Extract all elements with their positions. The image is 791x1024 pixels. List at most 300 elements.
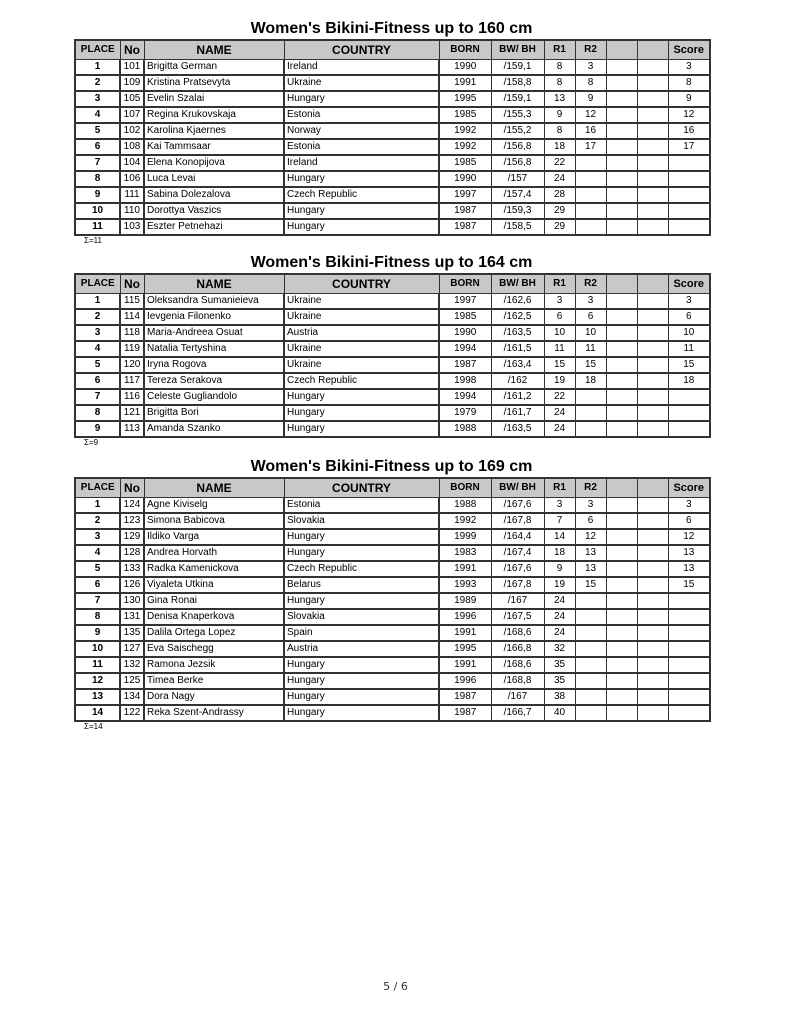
cell-no: 113 bbox=[120, 421, 144, 437]
cell-extra-2 bbox=[637, 187, 668, 203]
cell-place: 14 bbox=[75, 705, 120, 721]
cell-r1: 24 bbox=[544, 593, 575, 609]
cell-country: Ukraine bbox=[284, 341, 439, 357]
table-row bbox=[75, 421, 710, 437]
cell-born: 1994 bbox=[439, 389, 491, 405]
cell-extra-1 bbox=[606, 389, 637, 405]
cell-country: Hungary bbox=[284, 171, 439, 187]
cell-place: 1 bbox=[75, 60, 120, 76]
cell-r2: 16 bbox=[575, 123, 606, 139]
cell-name: Dora Nagy bbox=[144, 689, 284, 705]
cell-name: Kai Tammsaar bbox=[144, 139, 284, 155]
header-country: COUNTRY bbox=[284, 478, 439, 498]
cell-country: Norway bbox=[284, 123, 439, 139]
cell-extra-1 bbox=[606, 309, 637, 325]
cell-place: 3 bbox=[75, 529, 120, 545]
cell-score: 18 bbox=[668, 373, 710, 389]
section-title: Women's Bikini-Fitness up to 164 cm bbox=[250, 254, 533, 271]
table-row bbox=[75, 561, 710, 577]
cell-extra-1 bbox=[606, 529, 637, 545]
cell-score: 6 bbox=[668, 513, 710, 529]
header-r1: R1 bbox=[544, 274, 575, 294]
cell-name: Amanda Szanko bbox=[144, 421, 284, 437]
header-bw-bh: BW/ BH bbox=[491, 274, 544, 294]
cell-bw-bh: /167,4 bbox=[491, 545, 544, 561]
cell-place: 11 bbox=[75, 219, 120, 235]
cell-bw-bh: /164,4 bbox=[491, 529, 544, 545]
cell-bw-bh: /167 bbox=[491, 689, 544, 705]
cell-name: Evelin Szalai bbox=[144, 91, 284, 107]
cell-extra-2 bbox=[637, 577, 668, 593]
cell-born: 1990 bbox=[439, 60, 491, 76]
results-table bbox=[74, 273, 711, 438]
cell-name: Elena Konopijova bbox=[144, 155, 284, 171]
cell-extra-2 bbox=[637, 123, 668, 139]
cell-name: Natalia Tertyshina bbox=[144, 341, 284, 357]
cell-extra-2 bbox=[637, 389, 668, 405]
cell-extra-1 bbox=[606, 75, 637, 91]
cell-name: Regina Krukovskaja bbox=[144, 107, 284, 123]
cell-bw-bh: /163,5 bbox=[491, 325, 544, 341]
table-row bbox=[75, 325, 710, 341]
cell-extra-2 bbox=[637, 341, 668, 357]
cell-born: 1985 bbox=[439, 155, 491, 171]
cell-place: 8 bbox=[75, 405, 120, 421]
cell-born: 1998 bbox=[439, 373, 491, 389]
cell-bw-bh: /163,4 bbox=[491, 357, 544, 373]
cell-score: 13 bbox=[668, 545, 710, 561]
cell-score bbox=[668, 155, 710, 171]
cell-r2: 6 bbox=[575, 309, 606, 325]
header-name: NAME bbox=[144, 40, 284, 60]
cell-extra-2 bbox=[637, 421, 668, 437]
cell-score: 15 bbox=[668, 357, 710, 373]
table-row bbox=[75, 529, 710, 545]
cell-born: 1987 bbox=[439, 203, 491, 219]
cell-bw-bh: /168,8 bbox=[491, 673, 544, 689]
cell-r1: 15 bbox=[544, 357, 575, 373]
cell-name: Simona Babicova bbox=[144, 513, 284, 529]
cell-no: 124 bbox=[120, 498, 144, 514]
cell-extra-2 bbox=[637, 641, 668, 657]
cell-extra-2 bbox=[637, 545, 668, 561]
cell-r2 bbox=[575, 657, 606, 673]
cell-place: 4 bbox=[75, 545, 120, 561]
cell-no: 105 bbox=[120, 91, 144, 107]
table-row bbox=[75, 625, 710, 641]
cell-name: Reka Szent-Andrassy bbox=[144, 705, 284, 721]
cell-country: Hungary bbox=[284, 689, 439, 705]
cell-no: 121 bbox=[120, 405, 144, 421]
header-born: BORN bbox=[439, 274, 491, 294]
cell-born: 1997 bbox=[439, 294, 491, 310]
cell-r1: 8 bbox=[544, 60, 575, 76]
cell-extra-1 bbox=[606, 203, 637, 219]
cell-no: 107 bbox=[120, 107, 144, 123]
cell-r1: 28 bbox=[544, 187, 575, 203]
cell-r2 bbox=[575, 187, 606, 203]
cell-extra-1 bbox=[606, 107, 637, 123]
cell-place: 2 bbox=[75, 513, 120, 529]
cell-score bbox=[668, 609, 710, 625]
cell-country: Austria bbox=[284, 325, 439, 341]
cell-no: 116 bbox=[120, 389, 144, 405]
cell-place: 9 bbox=[75, 187, 120, 203]
cell-no: 104 bbox=[120, 155, 144, 171]
competitor-count: Σ=11 bbox=[84, 236, 102, 245]
cell-name: Celeste Gugliandolo bbox=[144, 389, 284, 405]
cell-extra-1 bbox=[606, 513, 637, 529]
cell-extra-1 bbox=[606, 139, 637, 155]
cell-score: 6 bbox=[668, 309, 710, 325]
cell-place: 3 bbox=[75, 91, 120, 107]
cell-r2 bbox=[575, 593, 606, 609]
cell-r2 bbox=[575, 155, 606, 171]
cell-no: 135 bbox=[120, 625, 144, 641]
header-score: Score bbox=[668, 40, 710, 60]
cell-country: Ukraine bbox=[284, 357, 439, 373]
cell-place: 7 bbox=[75, 155, 120, 171]
cell-r1: 19 bbox=[544, 577, 575, 593]
cell-place: 8 bbox=[75, 171, 120, 187]
header-r1: R1 bbox=[544, 40, 575, 60]
cell-r1: 29 bbox=[544, 219, 575, 235]
cell-score: 3 bbox=[668, 60, 710, 76]
cell-extra-1 bbox=[606, 577, 637, 593]
cell-place: 4 bbox=[75, 341, 120, 357]
cell-extra-1 bbox=[606, 609, 637, 625]
section-up-to-164 bbox=[74, 253, 709, 448]
cell-extra-1 bbox=[606, 421, 637, 437]
cell-score: 17 bbox=[668, 139, 710, 155]
cell-r1: 24 bbox=[544, 609, 575, 625]
cell-score: 8 bbox=[668, 75, 710, 91]
cell-bw-bh: /168,6 bbox=[491, 625, 544, 641]
cell-born: 1990 bbox=[439, 325, 491, 341]
header-country: COUNTRY bbox=[284, 274, 439, 294]
header-extra-2 bbox=[637, 274, 668, 294]
cell-extra-2 bbox=[637, 203, 668, 219]
cell-bw-bh: /159,1 bbox=[491, 91, 544, 107]
cell-r1: 14 bbox=[544, 529, 575, 545]
cell-bw-bh: /155,3 bbox=[491, 107, 544, 123]
cell-r1: 24 bbox=[544, 405, 575, 421]
cell-country: Czech Republic bbox=[284, 373, 439, 389]
cell-place: 8 bbox=[75, 609, 120, 625]
cell-extra-1 bbox=[606, 123, 637, 139]
cell-score bbox=[668, 389, 710, 405]
cell-r2: 13 bbox=[575, 545, 606, 561]
cell-bw-bh: /168,6 bbox=[491, 657, 544, 673]
cell-name: Ramona Jezsik bbox=[144, 657, 284, 673]
cell-extra-2 bbox=[637, 91, 668, 107]
cell-name: Eva Saischegg bbox=[144, 641, 284, 657]
cell-r2 bbox=[575, 389, 606, 405]
cell-extra-1 bbox=[606, 498, 637, 514]
table-row bbox=[75, 155, 710, 171]
cell-country: Estonia bbox=[284, 107, 439, 123]
section-up-to-169 bbox=[74, 457, 709, 732]
header-r1: R1 bbox=[544, 478, 575, 498]
cell-bw-bh: /163,5 bbox=[491, 421, 544, 437]
cell-name: Agne Kiviselg bbox=[144, 498, 284, 514]
cell-score bbox=[668, 705, 710, 721]
cell-r1: 22 bbox=[544, 389, 575, 405]
cell-no: 115 bbox=[120, 294, 144, 310]
cell-place: 7 bbox=[75, 389, 120, 405]
cell-bw-bh: /167,8 bbox=[491, 577, 544, 593]
cell-r2: 12 bbox=[575, 107, 606, 123]
cell-no: 123 bbox=[120, 513, 144, 529]
cell-bw-bh: /156,8 bbox=[491, 155, 544, 171]
cell-extra-1 bbox=[606, 187, 637, 203]
cell-name: Viyaleta Utkina bbox=[144, 577, 284, 593]
cell-born: 1991 bbox=[439, 75, 491, 91]
cell-no: 127 bbox=[120, 641, 144, 657]
cell-country: Hungary bbox=[284, 673, 439, 689]
cell-no: 125 bbox=[120, 673, 144, 689]
cell-place: 4 bbox=[75, 107, 120, 123]
cell-r1: 8 bbox=[544, 75, 575, 91]
cell-country: Hungary bbox=[284, 91, 439, 107]
cell-r2 bbox=[575, 641, 606, 657]
cell-r1: 35 bbox=[544, 657, 575, 673]
table-row bbox=[75, 187, 710, 203]
header-r2: R2 bbox=[575, 274, 606, 294]
cell-score bbox=[668, 203, 710, 219]
cell-r2 bbox=[575, 705, 606, 721]
cell-no: 108 bbox=[120, 139, 144, 155]
cell-name: Andrea Horvath bbox=[144, 545, 284, 561]
cell-born: 1997 bbox=[439, 187, 491, 203]
cell-extra-1 bbox=[606, 341, 637, 357]
cell-no: 131 bbox=[120, 609, 144, 625]
table-row bbox=[75, 705, 710, 721]
table-row bbox=[75, 75, 710, 91]
cell-no: 129 bbox=[120, 529, 144, 545]
cell-born: 1991 bbox=[439, 561, 491, 577]
table-row bbox=[75, 107, 710, 123]
cell-country: Czech Republic bbox=[284, 187, 439, 203]
competitor-count: Σ=14 bbox=[84, 722, 103, 731]
cell-name: Eszter Petnehazi bbox=[144, 219, 284, 235]
header-name: NAME bbox=[144, 478, 284, 498]
cell-bw-bh: /157 bbox=[491, 171, 544, 187]
header-score: Score bbox=[668, 274, 710, 294]
cell-name: Oleksandra Sumanieieva bbox=[144, 294, 284, 310]
cell-score bbox=[668, 421, 710, 437]
cell-born: 1988 bbox=[439, 421, 491, 437]
cell-no: 111 bbox=[120, 187, 144, 203]
cell-extra-2 bbox=[637, 405, 668, 421]
cell-r2: 13 bbox=[575, 561, 606, 577]
cell-extra-2 bbox=[637, 689, 668, 705]
cell-bw-bh: /159,3 bbox=[491, 203, 544, 219]
cell-extra-1 bbox=[606, 689, 637, 705]
cell-bw-bh: /166,8 bbox=[491, 641, 544, 657]
table-row bbox=[75, 171, 710, 187]
cell-born: 1995 bbox=[439, 641, 491, 657]
table-row bbox=[75, 294, 710, 310]
cell-extra-1 bbox=[606, 673, 637, 689]
cell-no: 101 bbox=[120, 60, 144, 76]
cell-place: 7 bbox=[75, 593, 120, 609]
cell-place: 1 bbox=[75, 498, 120, 514]
section-up-to-160 bbox=[74, 19, 709, 246]
cell-extra-2 bbox=[637, 513, 668, 529]
cell-extra-1 bbox=[606, 657, 637, 673]
cell-extra-2 bbox=[637, 705, 668, 721]
cell-extra-1 bbox=[606, 373, 637, 389]
cell-extra-1 bbox=[606, 545, 637, 561]
header-bw-bh: BW/ BH bbox=[491, 478, 544, 498]
cell-born: 1996 bbox=[439, 609, 491, 625]
table-row bbox=[75, 139, 710, 155]
cell-r1: 24 bbox=[544, 421, 575, 437]
cell-extra-2 bbox=[637, 139, 668, 155]
cell-r1: 32 bbox=[544, 641, 575, 657]
cell-r1: 3 bbox=[544, 498, 575, 514]
cell-bw-bh: /161,5 bbox=[491, 341, 544, 357]
cell-no: 106 bbox=[120, 171, 144, 187]
cell-r1: 18 bbox=[544, 139, 575, 155]
cell-extra-1 bbox=[606, 705, 637, 721]
table-row bbox=[75, 498, 710, 514]
cell-extra-1 bbox=[606, 171, 637, 187]
cell-r2 bbox=[575, 219, 606, 235]
header-score: Score bbox=[668, 478, 710, 498]
cell-r1: 3 bbox=[544, 294, 575, 310]
cell-place: 6 bbox=[75, 373, 120, 389]
cell-place: 6 bbox=[75, 139, 120, 155]
cell-r1: 10 bbox=[544, 325, 575, 341]
cell-country: Ireland bbox=[284, 60, 439, 76]
cell-r1: 9 bbox=[544, 561, 575, 577]
table-row bbox=[75, 657, 710, 673]
cell-bw-bh: /162,6 bbox=[491, 294, 544, 310]
cell-r1: 29 bbox=[544, 203, 575, 219]
cell-no: 114 bbox=[120, 309, 144, 325]
table-row bbox=[75, 609, 710, 625]
cell-no: 120 bbox=[120, 357, 144, 373]
cell-born: 1996 bbox=[439, 673, 491, 689]
cell-score: 12 bbox=[668, 107, 710, 123]
cell-country: Hungary bbox=[284, 705, 439, 721]
cell-extra-2 bbox=[637, 561, 668, 577]
cell-name: Tereza Serakova bbox=[144, 373, 284, 389]
cell-bw-bh: /161,2 bbox=[491, 389, 544, 405]
cell-born: 1985 bbox=[439, 309, 491, 325]
cell-extra-1 bbox=[606, 593, 637, 609]
cell-name: Kristina Pratsevyta bbox=[144, 75, 284, 91]
cell-born: 1987 bbox=[439, 357, 491, 373]
cell-born: 1987 bbox=[439, 705, 491, 721]
header-extra-1 bbox=[606, 40, 637, 60]
cell-score bbox=[668, 673, 710, 689]
section-title: Women's Bikini-Fitness up to 160 cm bbox=[250, 20, 533, 37]
cell-place: 3 bbox=[75, 325, 120, 341]
cell-born: 1985 bbox=[439, 107, 491, 123]
cell-country: Ireland bbox=[284, 155, 439, 171]
table-row bbox=[75, 309, 710, 325]
table-row bbox=[75, 577, 710, 593]
cell-name: Brigitta Bori bbox=[144, 405, 284, 421]
cell-score: 10 bbox=[668, 325, 710, 341]
cell-name: Radka Kamenickova bbox=[144, 561, 284, 577]
cell-score bbox=[668, 593, 710, 609]
cell-country: Hungary bbox=[284, 405, 439, 421]
cell-extra-2 bbox=[637, 609, 668, 625]
cell-bw-bh: /167,5 bbox=[491, 609, 544, 625]
cell-place: 10 bbox=[75, 203, 120, 219]
cell-born: 1991 bbox=[439, 625, 491, 641]
cell-place: 5 bbox=[75, 123, 120, 139]
cell-name: Ievgenia Filonenko bbox=[144, 309, 284, 325]
cell-country: Hungary bbox=[284, 421, 439, 437]
cell-born: 1993 bbox=[439, 577, 491, 593]
cell-r2 bbox=[575, 171, 606, 187]
cell-country: Czech Republic bbox=[284, 561, 439, 577]
table-row bbox=[75, 389, 710, 405]
cell-country: Belarus bbox=[284, 577, 439, 593]
cell-extra-2 bbox=[637, 357, 668, 373]
cell-extra-2 bbox=[637, 593, 668, 609]
cell-bw-bh: /155,2 bbox=[491, 123, 544, 139]
cell-extra-1 bbox=[606, 294, 637, 310]
cell-r2: 3 bbox=[575, 294, 606, 310]
cell-r2: 15 bbox=[575, 577, 606, 593]
cell-r2 bbox=[575, 689, 606, 705]
table-row bbox=[75, 357, 710, 373]
cell-extra-2 bbox=[637, 155, 668, 171]
cell-r1: 38 bbox=[544, 689, 575, 705]
cell-no: 130 bbox=[120, 593, 144, 609]
cell-score bbox=[668, 171, 710, 187]
cell-country: Hungary bbox=[284, 529, 439, 545]
cell-country: Hungary bbox=[284, 219, 439, 235]
cell-born: 1983 bbox=[439, 545, 491, 561]
cell-score: 12 bbox=[668, 529, 710, 545]
cell-place: 2 bbox=[75, 75, 120, 91]
cell-bw-bh: /157,4 bbox=[491, 187, 544, 203]
cell-bw-bh: /167,8 bbox=[491, 513, 544, 529]
cell-country: Slovakia bbox=[284, 513, 439, 529]
header-extra-1 bbox=[606, 478, 637, 498]
cell-score bbox=[668, 625, 710, 641]
cell-no: 133 bbox=[120, 561, 144, 577]
cell-place: 10 bbox=[75, 641, 120, 657]
header-r2: R2 bbox=[575, 40, 606, 60]
cell-place: 5 bbox=[75, 357, 120, 373]
cell-no: 128 bbox=[120, 545, 144, 561]
cell-extra-2 bbox=[637, 60, 668, 76]
results-table bbox=[74, 477, 711, 722]
section-title: Women's Bikini-Fitness up to 169 cm bbox=[250, 458, 533, 475]
cell-name: Gina Ronai bbox=[144, 593, 284, 609]
header-born: BORN bbox=[439, 478, 491, 498]
cell-place: 6 bbox=[75, 577, 120, 593]
header-extra-2 bbox=[637, 40, 668, 60]
cell-score bbox=[668, 657, 710, 673]
table-header-row bbox=[75, 274, 710, 294]
cell-bw-bh: /161,7 bbox=[491, 405, 544, 421]
cell-no: 103 bbox=[120, 219, 144, 235]
cell-extra-1 bbox=[606, 155, 637, 171]
cell-score bbox=[668, 187, 710, 203]
cell-extra-1 bbox=[606, 625, 637, 641]
cell-r2 bbox=[575, 203, 606, 219]
table-row bbox=[75, 593, 710, 609]
